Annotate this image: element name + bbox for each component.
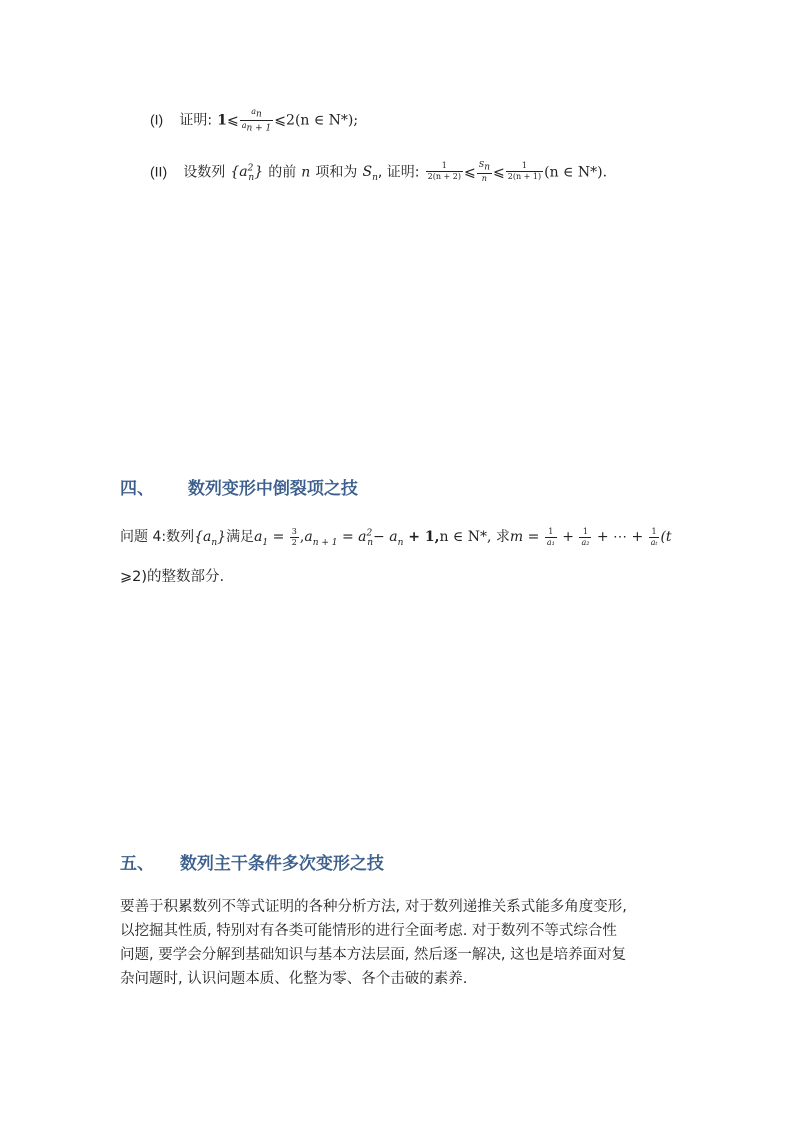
p4-minus: − a xyxy=(373,529,398,545)
mid-frac-num: S xyxy=(478,160,485,169)
problem-four-an-squared xyxy=(358,528,374,548)
p4-an2: a xyxy=(358,529,367,545)
upper-frac-den: 2(n + 1) xyxy=(507,172,542,182)
problem-four-a1 xyxy=(254,529,269,548)
sequence-close: } xyxy=(254,164,264,181)
part-one-domain: (n ∈ N*); xyxy=(294,112,359,129)
section-five-title: 数列主干条件多次变形之技 xyxy=(179,854,384,874)
part-one-label: (I) xyxy=(150,111,164,128)
p4-an2-sup: 2 xyxy=(366,528,373,539)
part-two-domain: (n ∈ N*). xyxy=(544,164,608,181)
paragraph-line-4: 杂问题时, 认识问题本质、化整为零、各个击破的素养. xyxy=(120,971,468,987)
p4-eq-2: = xyxy=(337,529,359,545)
problem-four-term-t xyxy=(649,527,660,548)
p4-t3-num: 1 xyxy=(651,526,657,536)
p4-frac-den: 2 xyxy=(291,537,297,547)
problem-four-term-2 xyxy=(579,527,591,548)
p4-eq-3: = xyxy=(523,529,544,545)
paragraph-line-3: 问题, 要学会分解到基础知识与基本方法层面, 然后逐一解决, 这也是培养面对复 xyxy=(120,947,627,963)
part-two-text-2: 的前 xyxy=(268,164,297,181)
p4-t2-den: a₂ xyxy=(581,537,590,547)
p4-minus-sub: n xyxy=(397,537,404,548)
part-one-le-1: ⩽ xyxy=(226,112,239,129)
section-five-heading xyxy=(120,849,384,874)
part-one-upper-bound: 2 xyxy=(286,112,295,129)
part-two-label: (II) xyxy=(150,163,168,180)
mid-frac-num-sub: n xyxy=(484,162,491,173)
p4-an1-sub: n + 1 xyxy=(312,537,338,548)
part-two-mid-fraction xyxy=(477,160,492,184)
ratio-numerator-sub: n xyxy=(255,109,262,120)
p4-plus-3: + ⋯ + xyxy=(592,529,648,545)
ratio-denominator-sub: n + 1 xyxy=(246,123,272,134)
p4-seq-open: {a xyxy=(194,529,212,545)
lower-frac-num: 1 xyxy=(441,161,447,171)
p4-eq-1: = xyxy=(268,529,289,545)
sequence-open: {a xyxy=(230,164,248,181)
p4-t2-num: 1 xyxy=(582,526,588,536)
p4-text-2: 求 xyxy=(495,529,510,545)
p4-frac-num: 3 xyxy=(291,526,297,536)
part-two-n: n xyxy=(301,164,311,181)
p4-plus-one: + 1, xyxy=(403,529,440,545)
section-five-paragraph xyxy=(120,895,690,991)
part-two-le-1: ⩽ xyxy=(464,164,476,181)
lower-frac-den: 2(n + 2) xyxy=(427,172,461,182)
part-two-lower-fraction xyxy=(426,161,463,182)
p4-line-2-text: ⩾2)的整数部分. xyxy=(120,569,225,585)
p4-an1: a xyxy=(304,529,313,545)
problem-four-prefix: 问题 4:数列 xyxy=(120,529,195,545)
p4-seq-close: } xyxy=(217,529,227,545)
part-one-lower-bound: 1 xyxy=(217,112,227,129)
sequence-sub: n xyxy=(248,173,255,184)
problem-four-line-1 xyxy=(120,526,672,548)
upper-frac-num: 1 xyxy=(521,161,527,171)
p4-plus-2: + xyxy=(557,529,579,545)
problem-four-minus-an xyxy=(373,529,404,548)
part-two-text-1: 设数列 xyxy=(183,164,226,181)
p4-m: m xyxy=(509,529,524,545)
problem-four-sequence xyxy=(194,529,227,548)
p4-a1: a xyxy=(254,529,263,545)
part-two-text-4: , 证明: xyxy=(377,164,420,181)
problem-four-line-2 xyxy=(120,565,224,586)
problem-four-an1 xyxy=(304,529,338,548)
part-two-line xyxy=(150,160,607,184)
p4-seq-sub: n xyxy=(211,537,218,548)
part-two-sum xyxy=(362,164,378,184)
p4-tail: (t xyxy=(660,529,672,545)
part-two-upper-fraction xyxy=(506,161,543,182)
part-two-le-2: ⩽ xyxy=(493,164,505,181)
problem-four-initial-fraction xyxy=(290,527,299,548)
paragraph-line-1: 要善于积累数列不等式证明的各种分析方法, 对于数列递推关系式能多角度变形, xyxy=(120,899,627,915)
section-four-heading xyxy=(120,474,358,499)
p4-an2-sub: n xyxy=(367,537,374,548)
p4-comma: , xyxy=(299,529,305,545)
p4-t1-den: a₁ xyxy=(546,537,555,547)
p4-domain: n ∈ N*, xyxy=(439,529,496,545)
part-one-prefix: 证明: xyxy=(179,112,213,129)
ratio-numerator: a xyxy=(251,107,256,116)
problem-four-text-1: 满足 xyxy=(226,529,255,545)
section-four-title: 数列变形中倒裂项之技 xyxy=(187,479,358,499)
section-five-number: 五、 xyxy=(120,854,154,874)
part-two-sequence xyxy=(230,163,264,184)
part-one-ratio-fraction xyxy=(240,107,274,133)
sum-symbol: S xyxy=(362,164,373,181)
problem-four-term-1 xyxy=(545,527,557,548)
part-two-text-3: 项和为 xyxy=(315,164,358,181)
mid-frac-den: n xyxy=(477,173,492,184)
ratio-denominator: a xyxy=(241,120,247,130)
section-four-number: 四、 xyxy=(120,479,154,499)
paragraph-line-2: 以挖掘其性质, 特别对有各类可能情形的进行全面考虑. 对于数列不等式综合性 xyxy=(120,923,617,939)
p4-t1-num: 1 xyxy=(548,526,554,536)
sum-sub: n xyxy=(372,173,378,184)
part-one-le-2: ⩽ xyxy=(274,112,287,129)
p4-t3-den: aₜ xyxy=(650,537,658,547)
p4-a1-sub: 1 xyxy=(262,537,269,548)
sequence-sup: 2 xyxy=(247,163,254,174)
part-one-line xyxy=(150,107,358,133)
